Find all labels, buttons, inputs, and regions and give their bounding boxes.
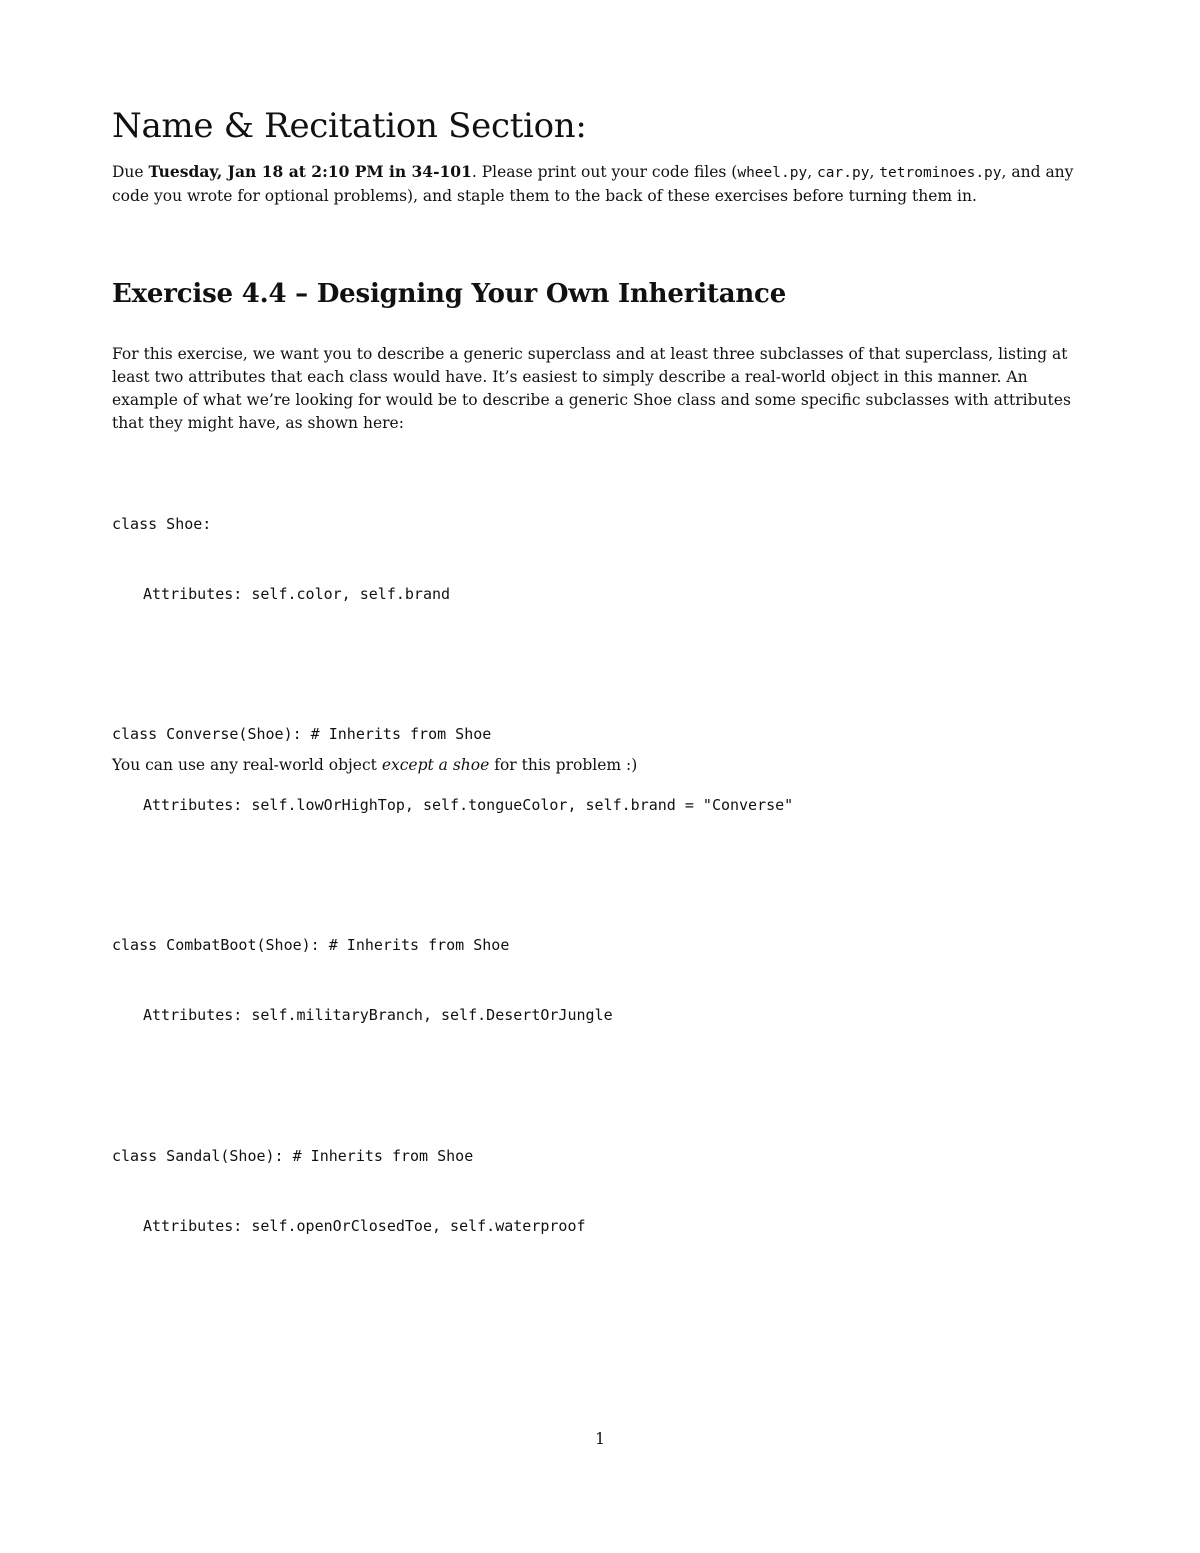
- code-class-line: class Sandal(Shoe): # Inherits from Shoe: [112, 1146, 474, 1165]
- due-paragraph: [112, 160, 1092, 208]
- closing-note: [112, 754, 637, 777]
- code-example: [112, 466, 793, 1285]
- code-attr-line: Attributes: self.openOrClosedToe, self.waterproof: [143, 1216, 586, 1235]
- code-attr-line: Attributes: self.color, self.brand: [143, 585, 451, 604]
- due-sep-2: ,: [869, 163, 880, 181]
- closing-prefix: You can use any real-world object: [112, 756, 382, 774]
- code-attr-line: Attributes: self.militaryBranch, self.DesertOrJungle: [143, 1006, 613, 1025]
- due-prefix: Due: [112, 163, 149, 181]
- due-sep-1: ,: [807, 163, 818, 181]
- code-attr-line: Attributes: self.lowOrHighTop, self.tongueColor, self.brand = "Converse": [143, 795, 794, 814]
- code-gap: [112, 1074, 793, 1097]
- due-suffix: , and any code you wrote for optional problems), and staple them to the back of these exercises before turning them in.: [112, 163, 1074, 205]
- due-middle: . Please print out your code files (: [471, 163, 738, 181]
- page-title: Name & Recitation Section:: [112, 106, 587, 146]
- due-date-bold: Tuesday, Jan 18 at 2:10 PM in 34-101: [148, 162, 472, 181]
- page-number: 1: [595, 1430, 605, 1448]
- exercise-intro: For this exercise, we want you to describe a generic superclass and at least three subclasses of that superclass, listing at least two attributes that each class would have. It’s easiest to simply describe a real-world object in this manner. An example of what we’re looking for would be to describe a generic Shoe class and some specific subclasses with attributes that they might have, as shown here:: [112, 345, 1071, 432]
- code-file-wheel: wheel.py: [737, 165, 808, 181]
- code-class-line: class CombatBoot(Shoe): # Inherits from Shoe: [112, 936, 510, 955]
- code-class-line: class Shoe:: [112, 514, 212, 533]
- code-file-tetrominoes: tetrominoes.py: [879, 165, 1002, 181]
- code-gap: [112, 653, 793, 676]
- closing-italic: except a shoe: [381, 756, 490, 774]
- exercise-heading: Exercise 4.4 – Designing Your Own Inheritance: [112, 279, 787, 309]
- code-file-car: car.py: [817, 165, 870, 181]
- code-class-line: class Converse(Shoe): # Inherits from Shoe: [112, 725, 492, 744]
- code-gap: [112, 864, 793, 887]
- closing-suffix: for this problem :): [489, 756, 638, 774]
